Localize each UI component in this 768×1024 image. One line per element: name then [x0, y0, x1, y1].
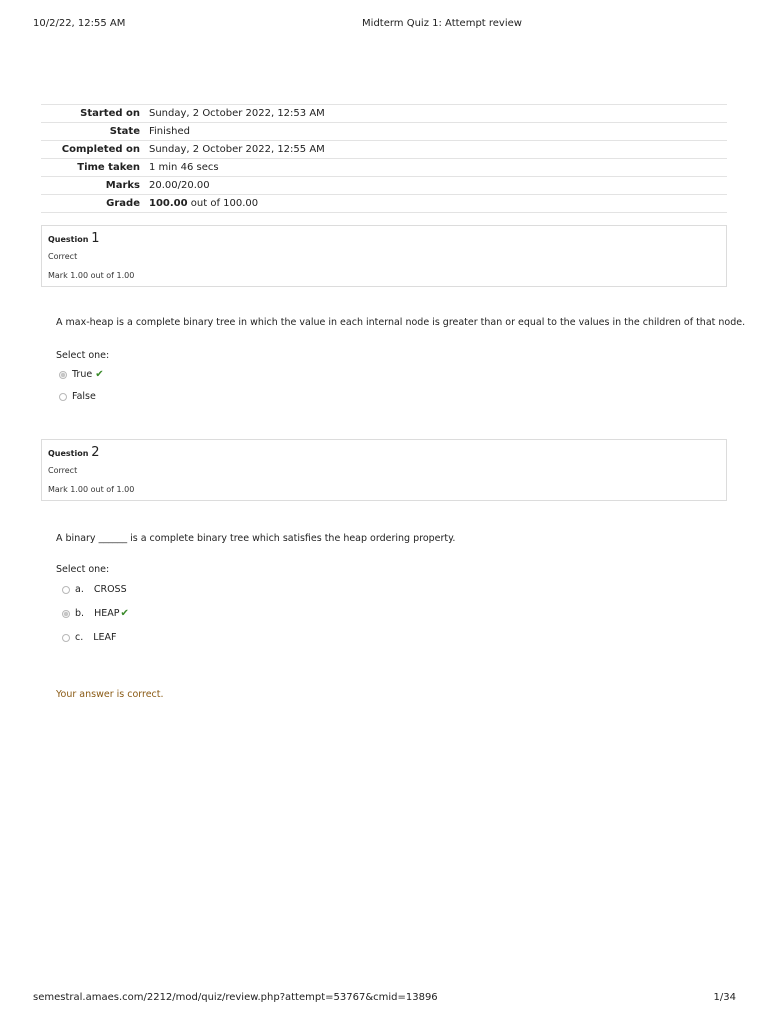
question-number: Question 1 [48, 231, 100, 246]
summary-row [41, 123, 727, 141]
summary-value: Sunday, 2 October 2022, 12:53 AM [149, 108, 325, 119]
summary-label: Marks [105, 180, 140, 191]
question-text: A binary ______ is a complete binary tree which satisfies the heap ordering property. [56, 533, 456, 544]
summary-value: Sunday, 2 October 2022, 12:55 AM [149, 144, 325, 155]
check-icon: ✔ [120, 608, 129, 619]
print-date: 10/2/22, 12:55 AM [33, 18, 126, 29]
summary-label: Time taken [77, 162, 140, 173]
summary-label: State [109, 126, 140, 137]
summary-label: Completed on [61, 144, 140, 155]
question-mark: Mark 1.00 out of 1.00 [48, 485, 135, 494]
answer-option-false[interactable] [59, 391, 96, 402]
option-label: True [72, 369, 93, 380]
summary-label: Grade [106, 198, 140, 209]
radio-button[interactable] [62, 586, 70, 594]
radio-button[interactable] [59, 371, 67, 379]
summary-row [41, 159, 727, 177]
option-letter: c. [75, 632, 84, 643]
select-one-prompt: Select one: [56, 564, 110, 575]
option-label: LEAF [93, 632, 117, 643]
summary-row [41, 105, 727, 123]
attempt-summary-table [41, 104, 727, 213]
summary-value: Finished [149, 126, 190, 137]
answer-feedback: Your answer is correct. [56, 689, 164, 700]
answer-option-a[interactable] [62, 584, 127, 595]
grade-value: 100.00 [149, 198, 188, 209]
radio-button[interactable] [62, 610, 70, 618]
page-number: 1/34 [713, 992, 736, 1003]
option-label: HEAP [94, 608, 120, 619]
select-one-prompt: Select one: [56, 350, 110, 361]
option-label: CROSS [93, 584, 127, 595]
summary-value: 20.00/20.00 [149, 180, 210, 191]
summary-label: Started on [80, 108, 140, 119]
summary-row [41, 141, 727, 159]
question-number: Question 2 [48, 445, 100, 460]
option-label: False [72, 391, 96, 402]
question-mark: Mark 1.00 out of 1.00 [48, 271, 135, 280]
print-url: semestral.amaes.com/2212/mod/quiz/review.php?attempt=53767&cmid=13896 [33, 992, 438, 1003]
summary-row [41, 195, 727, 213]
question-text: A max-heap is a complete binary tree in which the value in each internal node is greater than or equal to the values in the children of that node. [56, 317, 746, 328]
summary-row [41, 177, 727, 195]
option-letter: b. [75, 608, 85, 619]
print-title: Midterm Quiz 1: Attempt review [362, 18, 522, 29]
summary-value: 1 min 46 secs [149, 162, 219, 173]
answer-option-b[interactable] [62, 608, 129, 619]
answer-option-c[interactable] [62, 632, 117, 643]
check-icon: ✔ [95, 369, 104, 380]
radio-button[interactable] [59, 393, 67, 401]
option-letter: a. [75, 584, 84, 595]
grade-suffix: out of 100.00 [187, 198, 259, 209]
question-state: Correct [48, 466, 78, 475]
question-state: Correct [48, 252, 78, 261]
question-info-1 [41, 225, 727, 287]
summary-value [145, 195, 727, 213]
question-info-2 [41, 439, 727, 501]
radio-button[interactable] [62, 634, 70, 642]
answer-option-true[interactable] [59, 369, 104, 380]
